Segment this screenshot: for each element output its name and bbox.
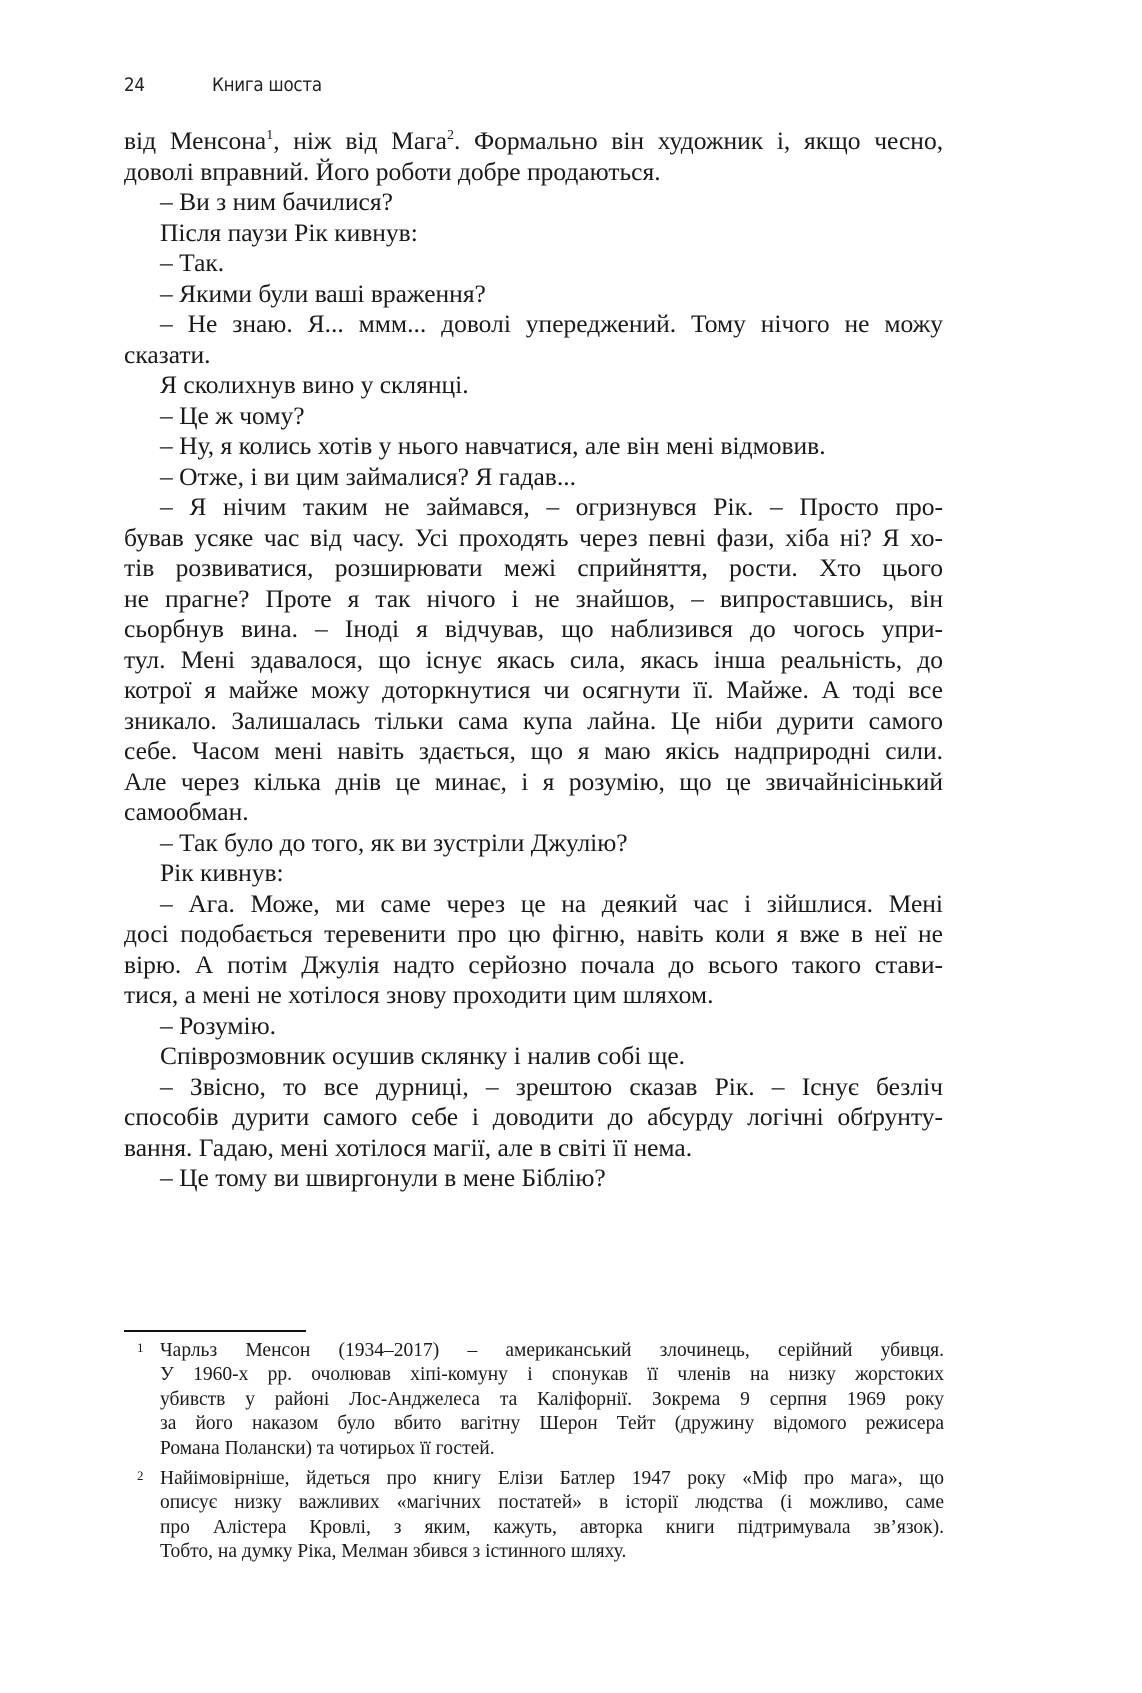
body-line: – Так було до того, як ви зустріли Джулію? <box>160 827 628 857</box>
body-line: – Це ж чому? <box>160 400 305 430</box>
running-title: Книга шоста <box>212 74 322 96</box>
body-line: від Менсона$^1$, ніж від Мага$^2$. Формально він художник і, якщо чесно, <box>124 126 944 155</box>
body-line: – Це тому ви швиргонули в мене Біблію? <box>160 1163 606 1192</box>
body-line: досі подобається теревенити про цю фігню, навіть коли я вже в неї не <box>124 919 943 948</box>
body-line: – Звісно, то все дурниці, – зрештою сказав Рік. – Існує безліч <box>160 1071 943 1101</box>
body-line: бував усяке час від часу. Усі проходять через певні фази, хіба ні? Я хо- <box>124 522 943 552</box>
body-line: тул. Мені здавалося, що існує якась сила, якась інша реальність, до <box>124 644 943 674</box>
body-line: – Так. <box>160 248 225 277</box>
body-line: самообман. <box>124 797 249 826</box>
footnote <box>124 1467 944 1565</box>
footnote-line: за його наказом було вбито вагітну Шерон Тейт (дружину відомого режисера <box>160 1413 944 1435</box>
page-number: 24 <box>124 74 145 96</box>
body-line: тів розвиватися, розширювати межі сприйняття, рости. Хто цього <box>124 553 943 582</box>
body-line: котрої я майже можу доторкнутися чи осягнути її. Майже. А тоді все <box>124 675 943 704</box>
running-header <box>124 74 322 96</box>
body-line: доволі вправний. Його роботи добре продаються. <box>124 156 661 186</box>
footnote-ref[interactable]: 1 <box>266 128 274 143</box>
footnote-ref[interactable]: 2 <box>446 128 454 143</box>
body-line: вірю. А потім Джулія надто серйозно почала до всього такого стави- <box>124 949 943 979</box>
body-line: вання. Гадаю, мені хотілося магії, але в світі її нема. <box>124 1132 693 1162</box>
body-line: сказати. <box>124 339 211 369</box>
body-line: – Ви з ним бачилися? <box>160 187 393 216</box>
footnotes <box>124 1339 944 1571</box>
body-text <box>124 126 943 1194</box>
body-line: сьорбнув вина. – Іноді я відчував, що наблизився до чогось упри- <box>124 614 943 643</box>
body-line: – Ага. Може, ми саме через це на деякий час і зійшлися. Мені <box>160 888 943 918</box>
body-line: Я сколихнув вино у склянці. <box>160 370 469 399</box>
body-line: Але через кілька днів це минає, і я розумію, що це звичайнісінький <box>124 766 943 796</box>
footnote-line: убивств у районі Лос-Анджелеса та Каліфорнії. Зокрема 9 серпня 1969 року <box>160 1388 944 1410</box>
body-line: – Не знаю. Я... ммм... доволі упереджений. Тому нічого не можу <box>160 309 943 338</box>
body-line: себе. Часом мені навіть здається, що я маю якісь надприродні сили. <box>124 736 943 765</box>
body-line: Співрозмовник осушив склянку і налив собі ще. <box>160 1041 686 1070</box>
footnote-line: Романа Полански) та чотирьох її гостей. <box>160 1437 495 1459</box>
footnote-line: Чарльз Менсон (1934–2017) – американський злочинець, серійний убивця. <box>160 1340 944 1361</box>
body-line: – Якими були ваші враження? <box>160 278 486 308</box>
body-line: не прагне? Проте я так нічого і не знайшов, – випроставшись, він <box>124 583 943 613</box>
body-line: тися, а мені не хотілося знову проходити цим шляхом. <box>124 980 714 1009</box>
body-line: – Ну, я колись хотів у нього навчатися, але він мені відмовив. <box>160 431 826 460</box>
body-line: – Отже, і ви цим займалися? Я гадав... <box>160 461 576 491</box>
footnote-line: Тобто, на думку Ріка, Мелман збився з істинного шляху. <box>160 1541 627 1563</box>
footnote-separator <box>124 1330 306 1332</box>
footnote-line: У 1960-х рр. очолював хіпі-комуну і спонукав її членів на низку жорстоких <box>160 1364 944 1386</box>
footnote-number: 1 <box>137 1340 144 1355</box>
footnote-number: 2 <box>137 1467 144 1483</box>
footnote <box>124 1339 944 1461</box>
body-line: – Я нічим таким не займався, – огризнувся Рік. – Просто про- <box>160 492 943 521</box>
body-line: Рік кивнув: <box>160 858 284 887</box>
footnote-line: описує низку важливих «магічних постатей» в історії людства (і можливо, саме <box>160 1492 944 1514</box>
footnote-line: про Алістера Кровлі, з яким, кажуть, авторка книги підтримувала зв’язок). <box>160 1516 944 1538</box>
body-line: зникало. Залишалась тільки сама купа лайна. Це ніби дурити самого <box>124 705 943 735</box>
body-line: Після паузи Рік кивнув: <box>160 217 418 247</box>
body-line: – Розумію. <box>160 1010 277 1040</box>
body-line: способів дурити самого себе і доводити до абсурду логічні обґрунту- <box>124 1102 943 1131</box>
footnote-line: Найімовірніше, йдеться про книгу Елізи Батлер 1947 року «Міф про мага», що <box>160 1467 944 1489</box>
